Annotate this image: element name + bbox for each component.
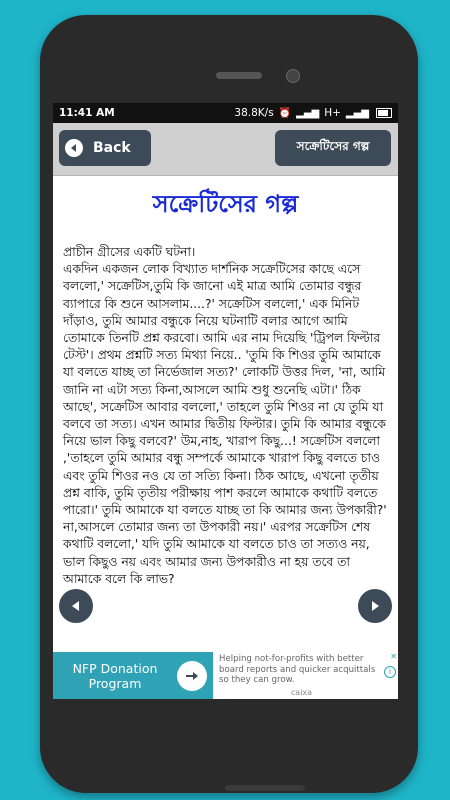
- story-paragraph: প্রাচীন গ্রীসের একটি ঘটনা।: [63, 245, 196, 259]
- back-arrow-icon: [65, 139, 83, 157]
- next-page-button[interactable]: [358, 589, 392, 623]
- toolbar: [53, 123, 398, 176]
- story-title-button[interactable]: সক্রেটিসের গল্প: [275, 130, 391, 166]
- story-body: [53, 244, 398, 588]
- network-speed: 38.8K/s: [234, 107, 274, 119]
- back-label: Back: [93, 140, 131, 156]
- previous-page-button[interactable]: [59, 589, 93, 623]
- network-type: H+: [324, 107, 341, 119]
- battery-icon: [376, 108, 392, 118]
- status-time: 11:41 AM: [59, 107, 115, 119]
- status-bar: [53, 103, 398, 123]
- story-title: সক্রেটিসের গল্প: [152, 190, 299, 218]
- signal-icon: ▂▄▆: [296, 107, 320, 119]
- status-icons: [234, 107, 392, 119]
- ad-headline: NFP Donation Program: [72, 660, 158, 691]
- ad-banner[interactable]: [53, 652, 398, 699]
- back-button[interactable]: [59, 130, 151, 166]
- story-paragraph: একদিন একজন লোক বিখ্যাত দার্শনিক সক্রেটিসের কাছে এসে বললো,' সক্রেটিস,তুমি কি জানো এই মাত্র আমি তোমার বন্ধুর ব্যাপারে কি শুনে আসলাম....?' সক্রেটিস বললো,' এক মিনিট দাঁড়াও, তুমি আমার বন্ধুকে নিয়ে ঘটনাটি বলার আগে আমি তোমাকে তিনটি প্রশ্ন করবো। আমি এর নাম দিয়েছি 'ট্রিপল ফিল্টার টেস্ট'। প্রথম প্রশ্নটি সত্য মিথ্যা নিয়ে.. 'তুমি কি শিওর তুমি আমাকে যা বলতে যাচ্ছ তা নির্ভেজাল সত্য?' লোকটি উত্তর দিল, 'না, আমি জানি না এটা সত্য কিনা,আসলে আমি শুধু শুনেছি এটা।' ঠিক আছে', সক্রেটিস আবার বললো,' তাহলে তুমি শিওর না যে তুমি যা বলবে তা সত্য। এখন আমার দ্বিতীয় ফিল্টার। তুমি কি আমার বন্ধুকে নিয়ে ভাল কিছু বলবে?' উম,নাহ, খারাপ কিছু...! সক্রেটিস বললো ,'তাহলে তুমি আমার বন্ধু সম্পর্কে আমাকে খারাপ কিছু বলতে চাও এবং তুমি শিওর নও যে তা সত্যি কিনা। ঠিক আছে, এখনো তৃতীয় প্রশ্ন বাকি, তুমি তৃতীয় পরীক্ষায় পাশ করলে আমাকে কথাটি বলতে পারো।' তুমি আমাকে যা বলতে যাচ্ছ তা কি আমার জন্য উপকারী?' না,আসলে তোমার জন্য তা উপকারী নয়।' এরপর সক্রেটিস শেষ কথাটি বললো,' যদি তুমি আমাকে যা বলতে চাও তা সত্যও নয়, ভাল কিছুও নয় এবং আমার জন্য উপকারীও না হয় তবে তা আমাকে বলে কি লাভ?: [63, 262, 387, 586]
- chevron-right-icon: [368, 599, 382, 613]
- ad-info-icon[interactable]: i: [384, 666, 396, 678]
- ad-brand: caixa: [290, 687, 313, 697]
- phone-speaker: [216, 72, 262, 79]
- ad-description-box[interactable]: [213, 652, 398, 699]
- signal-icon-2: ▂▄▆: [345, 107, 369, 119]
- alarm-icon: ⏰: [278, 107, 292, 119]
- app-screen: [53, 103, 398, 699]
- phone-bottom-bar: [225, 785, 305, 791]
- chevron-left-icon: [69, 599, 83, 613]
- ad-arrow-icon[interactable]: [177, 661, 207, 691]
- ad-description: Helping not-for-profits with better board reports and quicker acquittals so they can grow.: [219, 654, 376, 685]
- ad-close-icon[interactable]: ✕: [390, 652, 397, 661]
- story-content[interactable]: [53, 176, 398, 652]
- phone-camera: [286, 69, 300, 83]
